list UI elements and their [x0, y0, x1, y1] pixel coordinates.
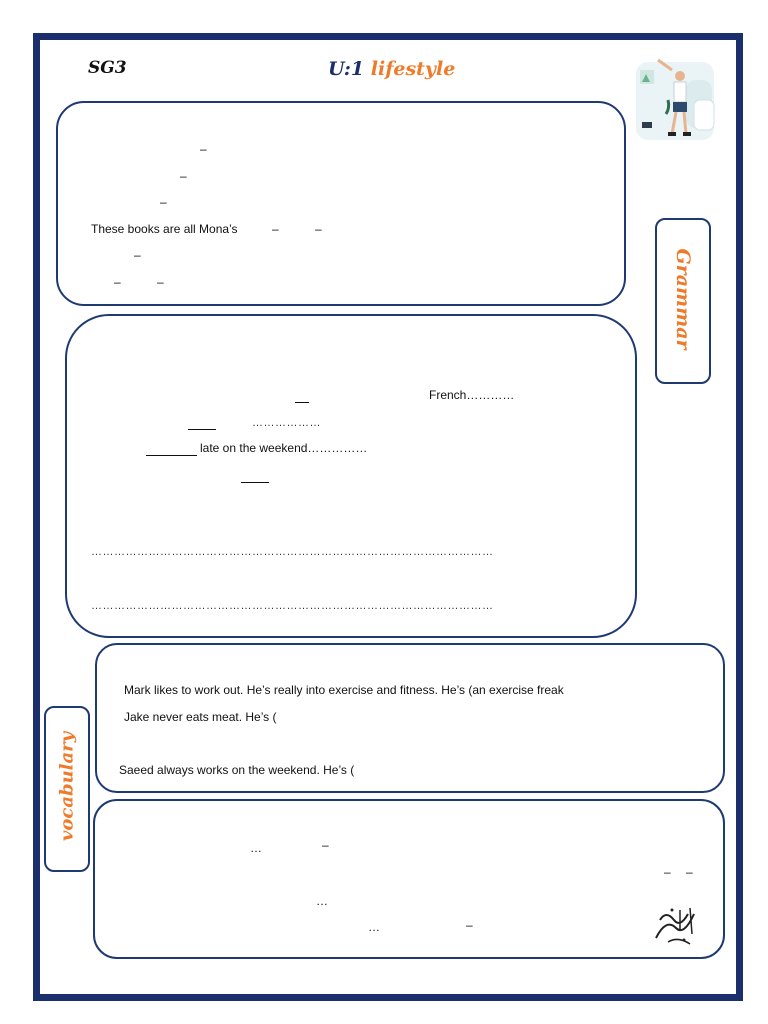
ellipsis-3: … [368, 920, 380, 934]
dash-6: – [134, 248, 141, 262]
last-box [93, 799, 725, 959]
dash-9: – [322, 838, 329, 852]
page-title [328, 58, 455, 80]
grammar-sentence: These books are all Mona’s [91, 222, 238, 236]
dash-3: – [160, 195, 167, 209]
blank-line-3 [146, 455, 197, 456]
dash-8: – [157, 275, 164, 289]
vocab-line-3: Saeed always works on the weekend. He’s ( [119, 763, 355, 777]
blank-line-4 [241, 482, 269, 483]
grammar-box [56, 101, 626, 306]
vocabulary-label: vocabulary [56, 731, 78, 842]
dots-short: ……………… [252, 417, 321, 429]
dash-1: – [200, 142, 207, 156]
blank-line-2 [188, 429, 216, 430]
late-text: late on the weekend…………… [200, 441, 368, 455]
vocab-line-2: Jake never eats meat. He’s ( [124, 710, 277, 724]
dash-5: – [315, 222, 322, 236]
dash-4: – [272, 222, 279, 236]
dotted-line-1: …………………………………………………………………………………………… [91, 546, 494, 558]
dash-12: – [466, 918, 473, 932]
unit-label: U:1 [328, 58, 365, 80]
ellipsis-1: … [250, 841, 262, 855]
dash-11: – [686, 865, 693, 879]
sheet-code: SG3 [88, 58, 127, 78]
vocabulary-label-box [44, 706, 90, 872]
dash-10: – [664, 865, 671, 879]
ellipsis-2: … [316, 894, 328, 908]
exercise-person-illustration [628, 52, 720, 144]
grammar-label: Grammar [672, 248, 694, 350]
dash-7: – [114, 275, 121, 289]
dash-2: – [180, 169, 187, 183]
dotted-line-2: …………………………………………………………………………………………… [91, 600, 494, 612]
vocab-line-1: Mark likes to work out. He’s really into exercise and fitness. He’s (an exercise freak [124, 683, 564, 697]
grammar-label-box [655, 218, 711, 384]
blank-line-1 [295, 402, 309, 403]
exercise-box [65, 314, 637, 638]
arabic-calligraphy-signature [650, 900, 702, 948]
french-text: French………… [429, 388, 515, 402]
topic-label: lifestyle [370, 58, 456, 80]
